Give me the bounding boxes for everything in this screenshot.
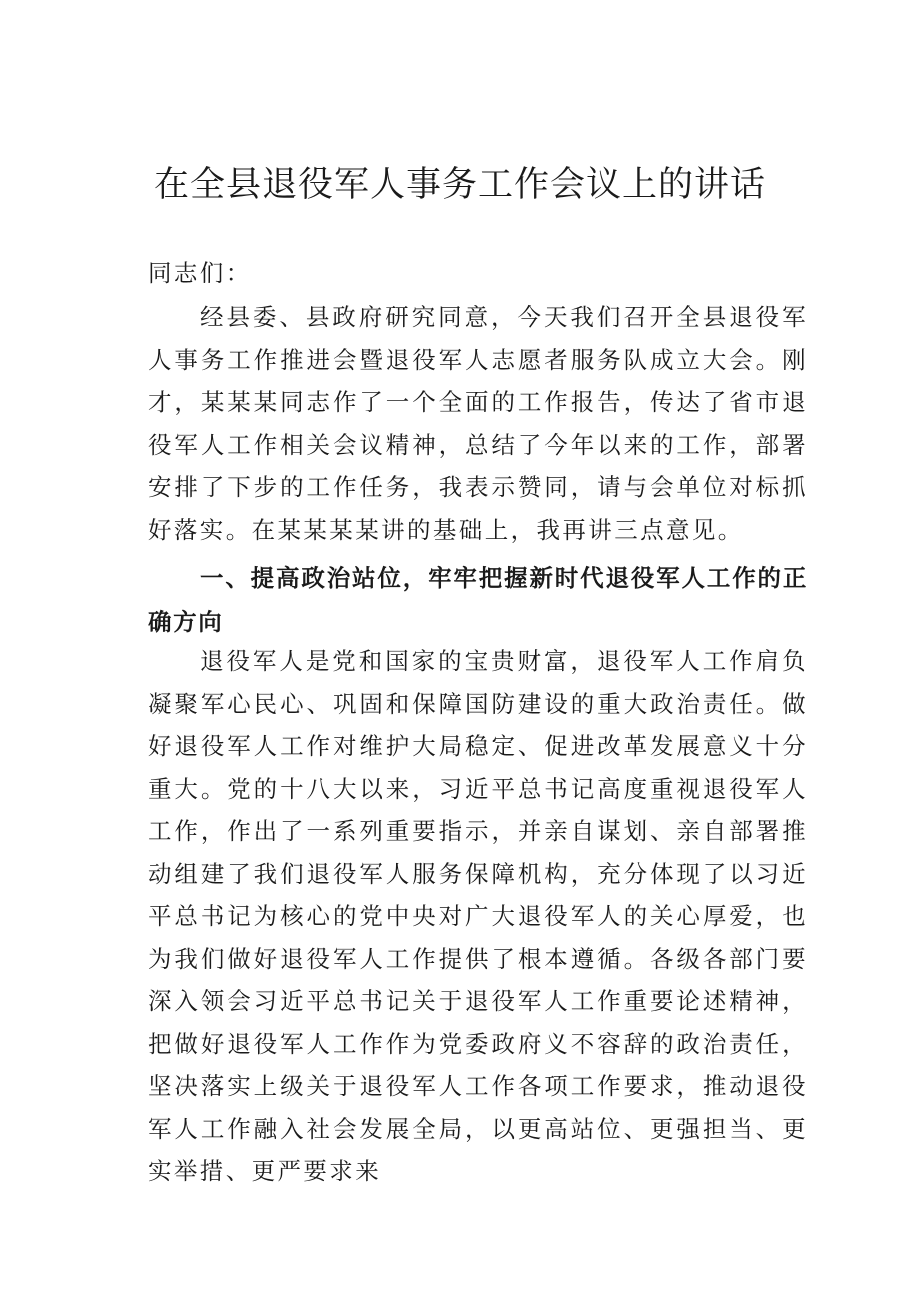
body-paragraph-1: 经县委、县政府研究同意，今天我们召开全县退役军人事务工作推进会暨退役军人志愿者服务队成立大会。刚才，某某某同志作了一个全面的工作报告，传达了省市退役军人工作相关会议精神，总结了今年以来的工作，部署安排了下步的工作任务，我表示赞同，请与会单位对标抓好落实。在某某某某讲的基础上，我再讲三点意见。 xyxy=(148,303,808,544)
section-heading-1: 一、提高政治站位，牢牢把握新时代退役军人工作的正确方向 xyxy=(148,564,808,636)
salutation: 同志们： xyxy=(148,259,252,287)
body-paragraph-2: 退役军人是党和国家的宝贵财富，退役军人工作肩负凝聚军心民心、巩固和保障国防建设的重大政治责任。做好退役军人工作对维护大局稳定、促进改革发展意义十分重大。党的十八大以来，习近平总书记高度重视退役军人工作，作出了一系列重要指示，并亲自谋划、亲自部署推动组建了我们退役军人服务保障机构，充分体现了以习近平总书记为核心的党中央对广大退役军人的关心厚爱，也为我们做好退役军人工作提供了根本遵循。各级各部门要深入领会习近平总书记关于退役军人工作重要论述精神，把做好退役军人工作作为党委政府义不容辞的政治责任，坚决落实上级关于退役军人工作各项工作要求，推动退役军人工作融入社会发展全局，以更高站位、更强担当、更实举措、更严要求来 xyxy=(148,647,808,1185)
document-title: 在全县退役军人事务工作会议上的讲话 xyxy=(153,165,766,205)
